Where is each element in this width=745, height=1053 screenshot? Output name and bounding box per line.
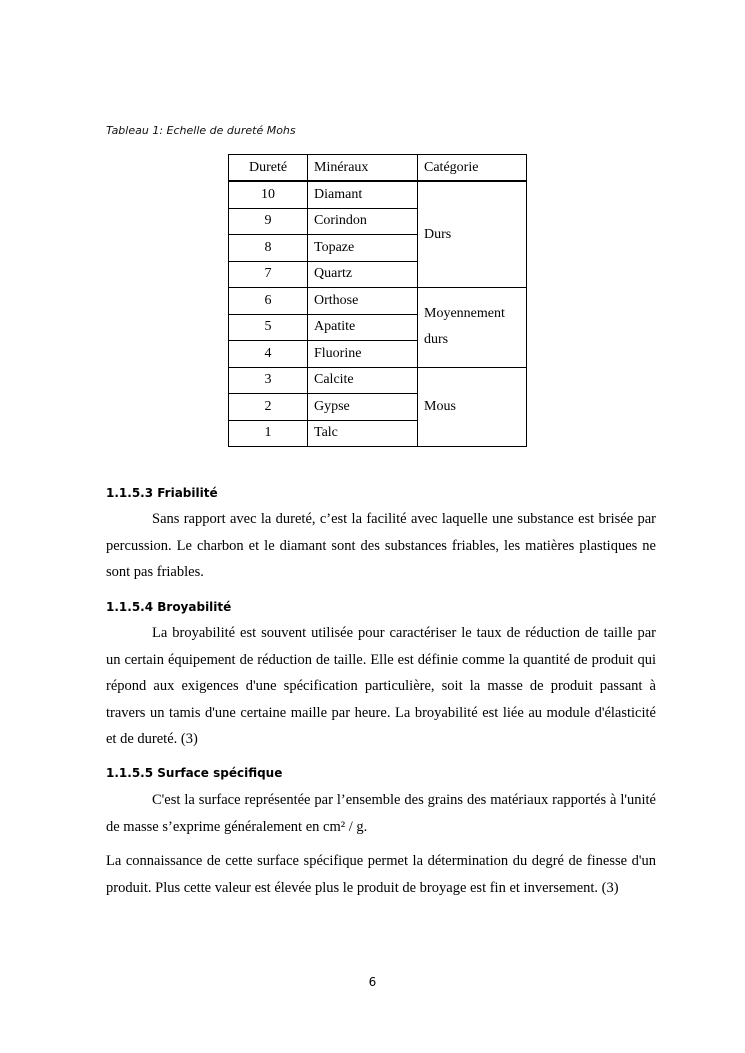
mineral-cell: Fluorine [308, 341, 418, 368]
mineral-cell: Orthose [308, 288, 418, 315]
paragraph-friabilite: Sans rapport avec la dureté, c’est la facilité avec laquelle une substance est brisée par percussion. Le charbon et le diamant sont des substances friables, les matières plastiques ne sont pas friables. [106, 511, 656, 580]
durete-cell: 9 [229, 208, 308, 235]
durete-cell: 2 [229, 394, 308, 421]
category-cell-moyennement-durs: Moyennement durs [418, 288, 527, 368]
durete-cell: 10 [229, 181, 308, 208]
section-heading-surface-specifique: 1.1.5.5 Surface spécifique [106, 766, 283, 780]
durete-cell: 1 [229, 420, 308, 447]
paragraph-broyabilite: La broyabilité est souvent utilisée pour caractériser le taux de réduction de taille par un certain équipement de réduction de taille. Elle est définie comme la quantité de produit qui répond aux exigences d'une spécification particulière, soit la masse de produit passant à travers un tamis d'une certaine maille par heure. La broyabilité est liée au module d'élasticité et de dureté. (3) [106, 625, 656, 747]
paragraph-surface-specifique-1: C'est la surface représentée par l’ensemble des grains des matériaux rapportés à l'unité de masse s’exprime généralement en cm² / g. [106, 792, 656, 835]
durete-cell: 8 [229, 235, 308, 262]
category-cell-mous: Mous [418, 367, 527, 447]
mineral-cell: Calcite [308, 367, 418, 394]
header-durete: Dureté [229, 155, 308, 182]
mineral-cell: Diamant [308, 181, 418, 208]
durete-cell: 4 [229, 341, 308, 368]
paragraph-surface-specifique-2: La connaissance de cette surface spécifique permet la détermination du degré de finesse d'un produit. Plus cette valeur est élevée plus le produit de broyage est fin et inversement. (3) [106, 853, 656, 896]
table-row [229, 181, 527, 208]
table-header-row [229, 155, 527, 182]
section-heading-broyabilite: 1.1.5.4 Broyabilité [106, 600, 232, 614]
header-categorie: Catégorie [418, 155, 527, 182]
table-row [229, 367, 527, 394]
mineral-cell: Talc [308, 420, 418, 447]
mineral-cell: Quartz [308, 261, 418, 288]
mineral-cell: Corindon [308, 208, 418, 235]
category-cell-durs: Durs [418, 181, 527, 288]
table-caption: Tableau 1: Echelle de dureté Mohs [106, 124, 296, 137]
section-heading-friabilite: 1.1.5.3 Friabilité [106, 486, 218, 500]
table-row [229, 288, 527, 315]
durete-cell: 7 [229, 261, 308, 288]
mineral-cell: Topaze [308, 235, 418, 262]
header-mineraux: Minéraux [308, 155, 418, 182]
mineral-cell: Apatite [308, 314, 418, 341]
mineral-cell: Gypse [308, 394, 418, 421]
durete-cell: 3 [229, 367, 308, 394]
page-number: 6 [368, 975, 377, 989]
durete-cell: 5 [229, 314, 308, 341]
mohs-hardness-table [228, 154, 527, 447]
durete-cell: 6 [229, 288, 308, 315]
